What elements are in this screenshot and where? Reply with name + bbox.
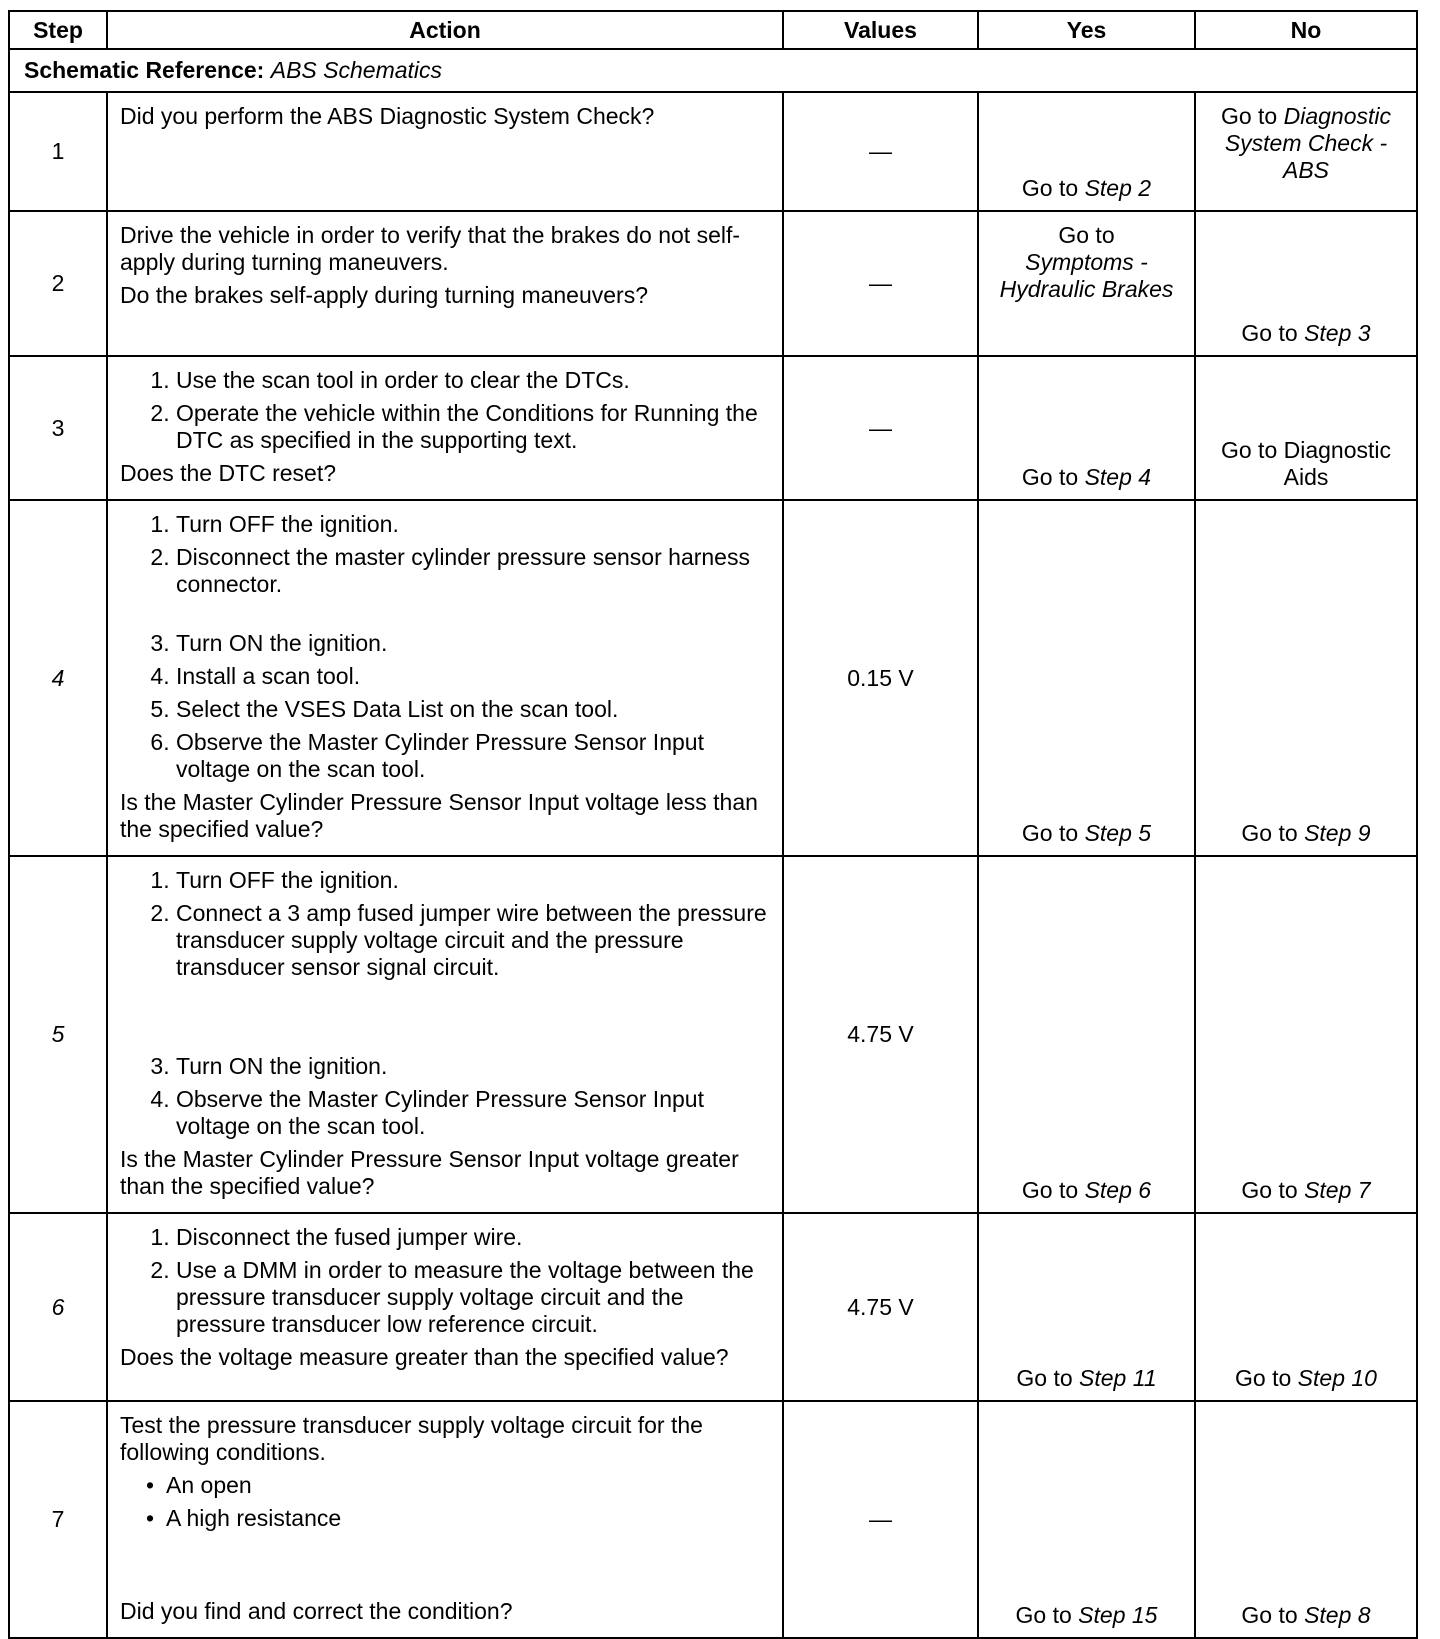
no-cell	[1195, 356, 1417, 500]
schematic-reference	[9, 49, 1417, 92]
action-list-item: 2. Connect a 3 amp fused jumper wire between the pressure transducer supply voltage circuit and the pressure transducer sensor signal circuit.	[176, 900, 770, 981]
action-text: Drive the vehicle in order to verify that the brakes do not self-apply during turning maneuvers.	[120, 222, 741, 275]
table-row	[9, 1401, 1417, 1638]
value-cell: 0.15 V	[783, 500, 978, 856]
no-link[interactable]: Go to Diagnostic Aids	[1220, 437, 1392, 490]
action-list	[120, 1224, 770, 1338]
action-question: Does the DTC reset?	[120, 460, 337, 486]
action-list-item: 5. Select the VSES Data List on the scan tool.	[176, 696, 770, 723]
step-number: 5	[9, 856, 107, 1213]
no-prefix: Go to	[1241, 1177, 1298, 1203]
action-cell	[107, 211, 783, 356]
action-list-item: 2. Operate the vehicle within the Conditions for Running the DTC as specified in the supporting text.	[176, 400, 770, 454]
no-cell	[1195, 1401, 1417, 1638]
action-list-item: 6. Observe the Master Cylinder Pressure Sensor Input voltage on the scan tool.	[176, 729, 770, 783]
action-list-item: 1. Use the scan tool in order to clear the DTCs.	[176, 367, 770, 394]
no-prefix: Go to	[1241, 1602, 1298, 1628]
no-link[interactable]: Step 7	[1304, 1177, 1371, 1203]
action-bullet-item: • A high resistance	[166, 1505, 770, 1532]
action-list-item: 1. Disconnect the fused jumper wire.	[176, 1224, 770, 1251]
yes-cell	[978, 500, 1195, 856]
yes-link[interactable]: Step 11	[1079, 1365, 1157, 1391]
header-step: Step	[9, 11, 107, 49]
no-link[interactable]: Step 9	[1304, 820, 1371, 846]
no-cell	[1195, 500, 1417, 856]
action-cell	[107, 92, 783, 211]
diagnostic-table-sheet	[8, 10, 1416, 1639]
action-list-item: 1. Turn OFF the ignition.	[176, 867, 770, 894]
action-list-item: 3. Turn ON the ignition.	[176, 630, 770, 657]
no-link[interactable]: Step 10	[1297, 1365, 1377, 1391]
table-row	[9, 856, 1417, 1213]
yes-cell	[978, 1213, 1195, 1401]
table-row	[9, 356, 1417, 500]
header-row	[9, 11, 1417, 49]
action-list	[120, 367, 770, 454]
yes-link[interactable]: Step 2	[1084, 175, 1152, 201]
action-text: Did you perform the ABS Diagnostic System Check?	[120, 103, 655, 129]
action-cell	[107, 1401, 783, 1638]
action-cell	[107, 500, 783, 856]
step-number: 2	[9, 211, 107, 356]
value-cell: —	[783, 211, 978, 356]
table-row	[9, 92, 1417, 211]
no-link[interactable]: Step 3	[1304, 320, 1371, 346]
diagnostic-table	[8, 10, 1418, 1639]
list-spacer	[176, 987, 770, 1047]
value-cell: —	[783, 92, 978, 211]
step-number: 4	[9, 500, 107, 856]
no-prefix: Go to	[1241, 820, 1298, 846]
no-link[interactable]: Diagnostic System Check - ABS	[1224, 103, 1392, 183]
no-prefix: Go to	[1220, 103, 1278, 129]
yes-prefix: Go to	[1021, 175, 1079, 201]
yes-link[interactable]: Step 15	[1078, 1602, 1158, 1628]
step-number: 3	[9, 356, 107, 500]
value-cell: 4.75 V	[783, 856, 978, 1213]
yes-link[interactable]: Step 4	[1084, 464, 1152, 490]
header-yes: Yes	[978, 11, 1195, 49]
yes-link[interactable]: Step 6	[1084, 1177, 1152, 1203]
action-list	[120, 867, 770, 1140]
schematic-reference-label: Schematic Reference:	[24, 57, 265, 83]
table-row	[9, 1213, 1417, 1401]
no-cell	[1195, 92, 1417, 211]
yes-cell	[978, 92, 1195, 211]
action-cell	[107, 1213, 783, 1401]
action-text: Test the pressure transducer supply voltage circuit for the following conditions.	[120, 1412, 703, 1465]
action-list-item: 3. Turn ON the ignition.	[176, 1053, 770, 1080]
action-bullets	[120, 1472, 770, 1532]
action-cell	[107, 356, 783, 500]
action-list	[120, 511, 770, 783]
value-cell: —	[783, 1401, 978, 1638]
schematic-reference-row	[9, 49, 1417, 92]
action-list-item: 4. Install a scan tool.	[176, 663, 770, 690]
yes-cell	[978, 211, 1195, 356]
yes-link[interactable]: Symptoms - Hydraulic Brakes	[999, 249, 1174, 302]
no-prefix: Go to	[1235, 1365, 1292, 1391]
action-list-item: 1. Turn OFF the ignition.	[176, 511, 770, 538]
list-spacer	[176, 604, 770, 624]
list-spacer	[120, 1538, 770, 1598]
no-prefix: Go to	[1241, 320, 1298, 346]
yes-cell	[978, 1401, 1195, 1638]
yes-prefix: Go to	[1016, 1365, 1073, 1391]
yes-cell	[978, 356, 1195, 500]
yes-prefix: Go to	[1021, 820, 1079, 846]
value-cell: —	[783, 356, 978, 500]
no-cell	[1195, 1213, 1417, 1401]
action-list-item: 4. Observe the Master Cylinder Pressure Sensor Input voltage on the scan tool.	[176, 1086, 770, 1140]
yes-prefix: Go to	[1021, 464, 1079, 490]
value-cell: 4.75 V	[783, 1213, 978, 1401]
yes-cell	[978, 856, 1195, 1213]
action-question: Is the Master Cylinder Pressure Sensor Input voltage greater than the specified value?	[120, 1146, 739, 1199]
action-question: Does the voltage measure greater than the specified value?	[120, 1344, 729, 1370]
step-number: 1	[9, 92, 107, 211]
header-no: No	[1195, 11, 1417, 49]
no-cell	[1195, 856, 1417, 1213]
header-values: Values	[783, 11, 978, 49]
action-question: Do the brakes self-apply during turning maneuvers?	[120, 282, 649, 308]
action-list-item: 2. Disconnect the master cylinder pressure sensor harness connector.	[176, 544, 770, 598]
table-row	[9, 500, 1417, 856]
yes-prefix: Go to	[1058, 222, 1115, 248]
step-number: 7	[9, 1401, 107, 1638]
yes-prefix: Go to	[1015, 1602, 1072, 1628]
action-bullet-item: • An open	[166, 1472, 770, 1499]
action-question: Did you find and correct the condition?	[120, 1598, 513, 1624]
no-cell	[1195, 211, 1417, 356]
table-row	[9, 211, 1417, 356]
action-question: Is the Master Cylinder Pressure Sensor Input voltage less than the specified value?	[120, 789, 758, 842]
action-list-item: 2. Use a DMM in order to measure the voltage between the pressure transducer supply voltage circuit and the pressure transducer low reference circuit.	[176, 1257, 770, 1338]
header-action: Action	[107, 11, 783, 49]
yes-prefix: Go to	[1021, 1177, 1079, 1203]
schematic-reference-link[interactable]: ABS Schematics	[270, 57, 443, 83]
no-link[interactable]: Step 8	[1304, 1602, 1371, 1628]
yes-link[interactable]: Step 5	[1084, 820, 1152, 846]
step-number: 6	[9, 1213, 107, 1401]
action-cell	[107, 856, 783, 1213]
